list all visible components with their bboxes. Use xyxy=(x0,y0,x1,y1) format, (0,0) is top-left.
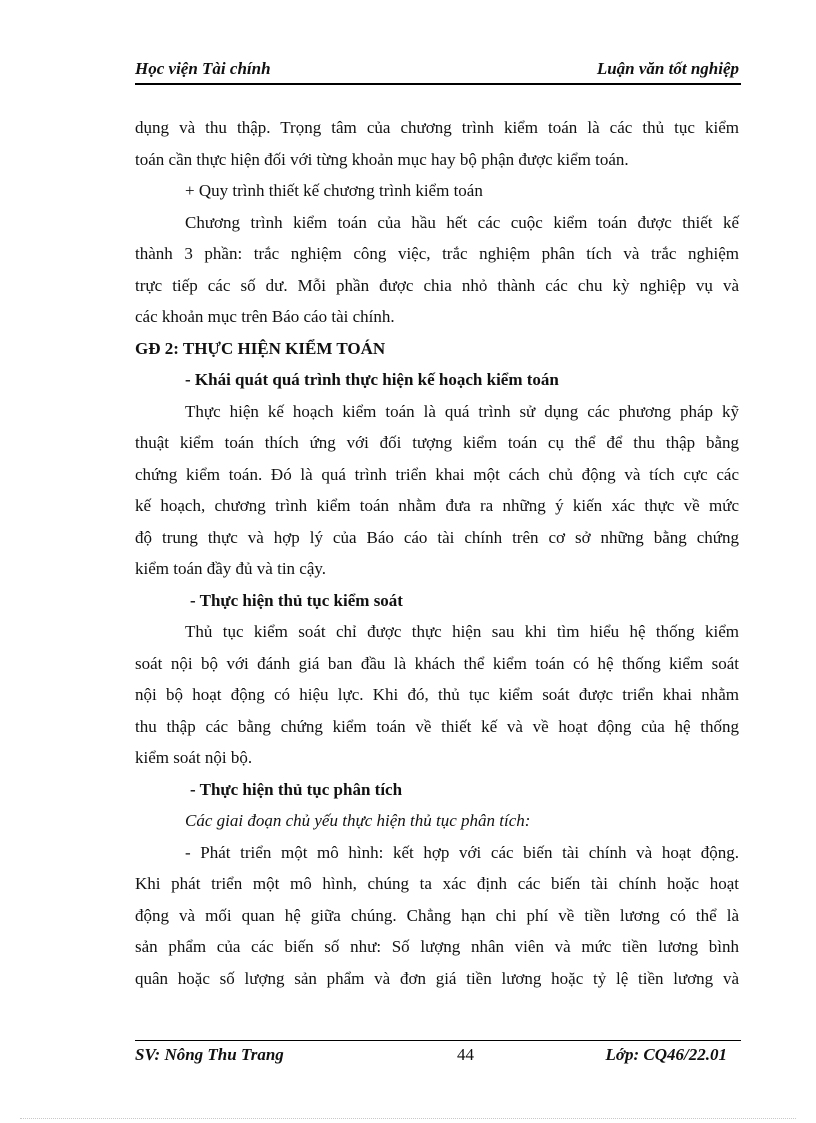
paragraph-line: Khi phát triển một mô hình, chúng ta xác định các biến tài chính hoặc hoạt xyxy=(135,874,739,893)
paragraph-line: thuật kiểm toán thích ứng với đối tượng kiểm toán cụ thể để thu thập bằng xyxy=(135,433,739,452)
paragraph-line: kế hoạch, chương trình kiểm toán nhằm đưa ra những ý kiến xác thực về mức xyxy=(135,496,739,515)
paragraph-line: trực tiếp các số dư. Mỗi phần được chia nhỏ thành các chu kỳ nghiệp vụ và xyxy=(135,275,739,295)
subheading-line: - Thực hiện thủ tục kiểm soát xyxy=(190,590,403,610)
body-text xyxy=(135,112,739,994)
paragraph-line: độ trung thực và hợp lý của Báo cáo tài chính trên cơ sở những bằng chứng xyxy=(135,527,739,547)
page-footer xyxy=(135,1040,741,1071)
paragraph-line: - Phát triển một mô hình: kết hợp với các biến tài chính và hoạt động. xyxy=(185,842,739,862)
paragraph-line: nội bộ hoạt động có hiệu lực. Khi đó, thủ tục kiểm soát được triển khai nhằm xyxy=(135,685,739,704)
header-institution: Học viện Tài chính xyxy=(135,59,271,78)
paragraph-line: quân hoặc số lượng sản phẩm và đơn giá tiền lương hoặc tỷ lệ tiền lương và xyxy=(135,968,739,988)
paragraph-line: soát nội bộ với đánh giá ban đầu là khách thể kiểm toán có hệ thống kiểm soát xyxy=(135,653,739,673)
paragraph-line: kiểm toán đầy đủ và tin cậy. xyxy=(135,559,327,578)
paragraph-line: Thủ tục kiểm soát chỉ được thực hiện sau khi tìm hiểu hệ thống kiểm xyxy=(185,622,739,641)
paragraph-line: các khoản mục trên Báo cáo tài chính. xyxy=(135,307,395,326)
subheading-line: - Thực hiện thủ tục phân tích xyxy=(190,779,403,799)
paragraph-line: thành 3 phần: trắc nghiệm công việc, trắc nghiệm phân tích và trắc nghiệm xyxy=(135,244,739,263)
paragraph-line: kiểm soát nội bộ. xyxy=(135,748,253,767)
paragraph-line: thu thập các bằng chứng kiểm toán về thiết kế và về hoạt động của hệ thống xyxy=(135,716,739,736)
paragraph-line: chứng kiểm toán. Đó là quá trình triển khai một cách chủ động và tích cực các xyxy=(135,464,739,484)
subheading-line: - Khái quát quá trình thực hiện kế hoạch kiểm toán xyxy=(185,370,559,389)
page-header xyxy=(135,57,741,85)
header-document-type: Luận văn tốt nghiệp xyxy=(596,59,739,78)
page-number: 44 xyxy=(457,1045,474,1064)
paragraph-line: Thực hiện kế hoạch kiểm toán là quá trình sử dụng các phương pháp kỹ xyxy=(185,401,739,421)
section-heading: GĐ 2: THỰC HIỆN KIỂM TOÁN xyxy=(135,338,386,358)
footer-class: Lớp: CQ46/22.01 xyxy=(605,1045,727,1064)
paragraph-line: dụng và thu thập. Trọng tâm của chương trình kiểm toán là các thủ tục kiểm xyxy=(135,118,739,137)
italic-line: Các giai đoạn chủ yếu thực hiện thủ tục phân tích: xyxy=(185,811,531,830)
paragraph-line: toán cần thực hiện đối với từng khoản mục hay bộ phận được kiểm toán. xyxy=(135,149,629,169)
paragraph-line: sản phẩm của các biến số như: Số lượng nhân viên và mức tiền lương bình xyxy=(135,937,739,956)
paragraph-line: Chương trình kiểm toán của hầu hết các cuộc kiểm toán được thiết kế xyxy=(185,212,739,232)
paragraph-line: động và mối quan hệ giữa chúng. Chẳng hạn chi phí về tiền lương có thể là xyxy=(135,905,739,925)
page-edge-divider xyxy=(20,1118,796,1119)
footer-student-name: SV: Nông Thu Trang xyxy=(135,1045,284,1064)
subheading-line: + Quy trình thiết kế chương trình kiểm toán xyxy=(185,181,483,200)
